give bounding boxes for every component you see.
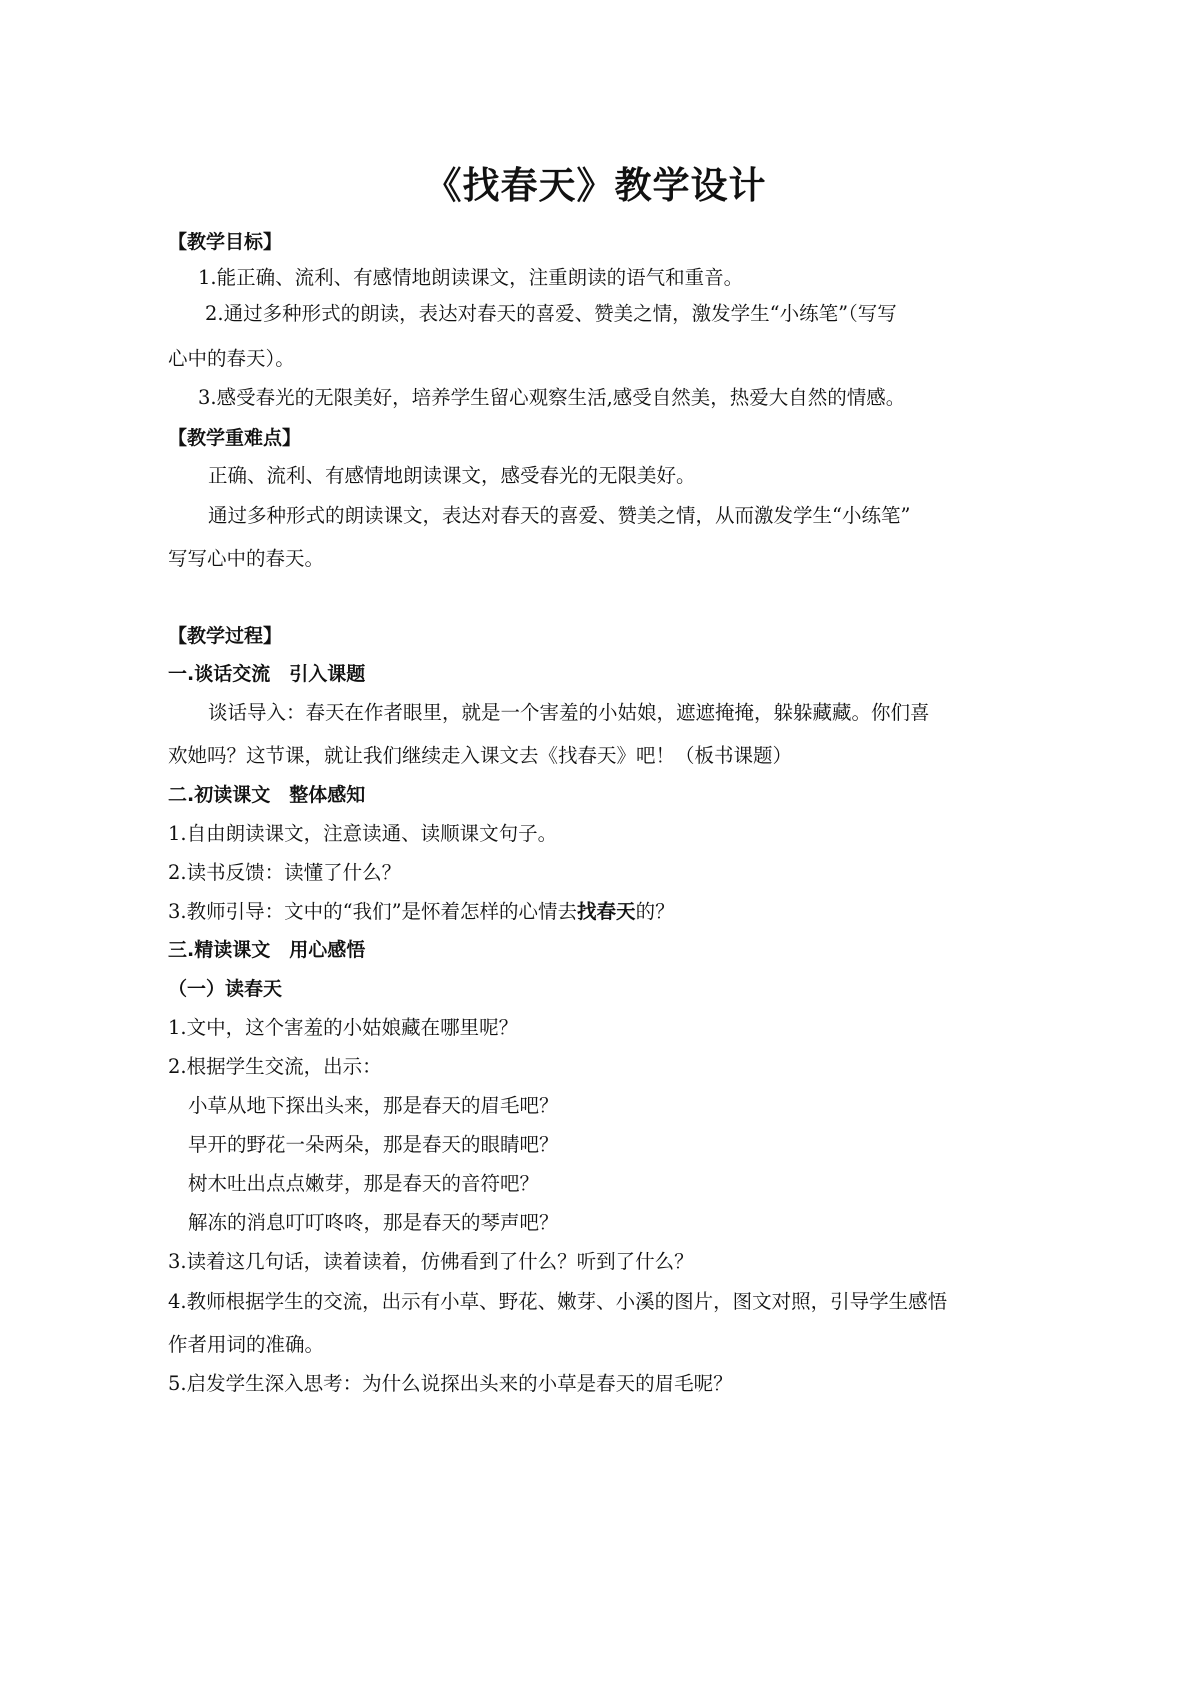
section-1-paragraph-line-2: 欢她吗？这节课，就让我们继续走入课文去《找春天》吧！（板书课题） [168,744,793,767]
section-2-item-3-end: 的？ [635,900,675,923]
section-2-item-3-text: 3.教师引导：文中的“我们”是怀着怎样的心情去 [168,900,578,923]
section-3-item-4-line-1: 4.教师根据学生的交流，出示有小草、野花、嫩芽、小溪的图片，图文对照，引导学生感悟 [168,1290,948,1313]
section-2-item-3 [168,898,675,926]
objective-item-3: 3.感受春光的无限美好，培养学生留心观察生活,感受自然美，热爱大自然的情感。 [198,386,906,409]
key-point-paragraph-1: 正确、流利、有感情地朗读课文，感受春光的无限美好。 [208,464,696,487]
key-point-paragraph-2-line-2: 写写心中的春天。 [168,547,325,570]
section-2-item-3-emphasis: 找春天 [577,900,636,923]
section-3-item-3: 3.读着这几句话，读着读着，仿佛看到了什么？听到了什么？ [168,1250,694,1273]
section-3-subheading: （一）读春天 [168,978,283,1000]
section-3-item-4-line-2: 作者用词的准确。 [168,1333,325,1356]
objectives-heading: 【教学目标】 [168,231,283,253]
objective-item-2-line-1: 2.通过多种形式的朗读，表达对春天的喜爱、赞美之情，激发学生“小练笔”（写写 [205,302,897,325]
section-3-heading: 三.精读课文 用心感悟 [168,939,366,961]
objective-item-2-line-2: 心中的春天）。 [168,347,295,370]
section-1-paragraph-line-1: 谈话导入：春天在作者眼里，就是一个害羞的小姑娘，遮遮掩掩，躲躲藏藏。你们喜 [208,701,930,724]
section-2-item-1: 1.自由朗读课文，注意读通、读顺课文句子。 [168,822,558,845]
section-3-quote-4: 解冻的消息叮叮咚咚，那是春天的琴声吧？ [188,1211,559,1234]
key-points-heading: 【教学重难点】 [168,427,302,449]
section-3-item-5: 5.启发学生深入思考：为什么说探出头来的小草是春天的眉毛呢？ [168,1372,733,1395]
section-2-heading: 二.初读课文 整体感知 [168,784,366,806]
section-3-quote-3: 树木吐出点点嫩芽，那是春天的音符吧？ [188,1172,540,1195]
process-heading: 【教学过程】 [168,625,283,647]
section-3-quote-1: 小草从地下探出头来，那是春天的眉毛吧？ [188,1094,559,1117]
section-3-quote-2: 早开的野花一朵两朵，那是春天的眼睛吧？ [188,1133,559,1156]
objective-item-1: 1.能正确、流利、有感情地朗读课文，注重朗读的语气和重音。 [198,266,744,289]
key-point-paragraph-2-line-1: 通过多种形式的朗读课文，表达对春天的喜爱、赞美之情，从而激发学生“小练笔” [208,504,911,527]
section-2-item-2: 2.读书反馈：读懂了什么？ [168,861,402,884]
document-title: 《找春天》教学设计 [424,164,767,207]
section-1-heading: 一.谈话交流 引入课题 [168,663,366,685]
section-3-item-2: 2.根据学生交流，出示： [168,1055,382,1078]
section-3-item-1: 1.文中，这个害羞的小姑娘藏在哪里呢？ [168,1016,519,1039]
